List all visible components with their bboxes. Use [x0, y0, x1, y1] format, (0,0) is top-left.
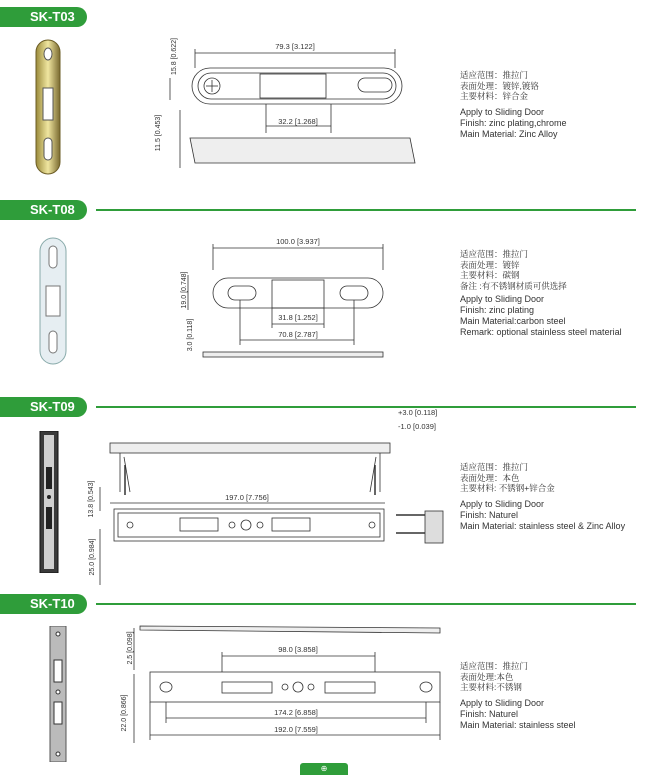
dim-height: 15.8 [0.622] — [171, 38, 178, 75]
dim-holes: 174.2 [6.858] — [274, 708, 318, 717]
dim-width: 197.0 [7.756] — [225, 493, 269, 502]
spec-cn-2: 主要材料: 不锈钢+锌合金 — [460, 483, 555, 493]
spec-en-0: Apply to Sliding Door — [460, 106, 545, 117]
dim-thick: 11.5 [0.453] — [155, 114, 162, 152]
spec-en-0: Apply to Sliding Door — [460, 697, 545, 708]
page-badge: ⊕ — [300, 763, 348, 775]
spec-en-1: Finish: Naturel — [460, 509, 519, 520]
dim-slot: 31.8 [1.252] — [278, 313, 318, 322]
dim-width: 79.3 [3.122] — [275, 42, 315, 51]
spec-cn-0: 适应范围：推拉门 — [460, 249, 529, 259]
product-sk-t09 — [0, 397, 650, 592]
spec-en-0: Apply to Sliding Door — [460, 294, 545, 304]
spec-en-3: Remark: optional stainless steel material — [460, 327, 622, 337]
technical-drawing — [150, 18, 440, 183]
spec-en-1: Finish: zinc plating,chrome — [460, 117, 567, 128]
product-sk-t03 — [0, 0, 650, 200]
spec-en-2: Main Material:carbon steel — [460, 316, 566, 326]
product-photo — [48, 626, 68, 762]
spec-en-2: Main Material: stainless steel — [460, 719, 576, 730]
spec-en-1: Finish: Naturel — [460, 708, 519, 719]
product-photo — [28, 38, 68, 178]
product-sk-t08 — [0, 200, 650, 395]
spec-en-0: Apply to Sliding Door — [460, 498, 545, 509]
dim-plus: +3.0 [0.118] — [398, 408, 438, 417]
product-tag: SK-T09 — [18, 397, 87, 417]
dim-width: 100.0 [3.937] — [276, 237, 320, 246]
product-sk-t10 — [0, 594, 650, 764]
spec-cn-1: 表面处理：本色 — [460, 472, 520, 483]
spec-cn-1: 表面处理：镀锌 — [460, 259, 520, 270]
spec-cn-0: 适应范围：推拉门 — [460, 661, 529, 671]
product-photo — [38, 236, 68, 366]
dim-minus: -1.0 [0.039] — [398, 422, 436, 431]
spec-cn-2: 主要材料：碳钢 — [460, 270, 520, 280]
spec-text — [460, 70, 567, 140]
product-tag: SK-T03 — [18, 7, 87, 27]
technical-drawing — [80, 407, 450, 587]
spec-cn-2: 主要材料:不锈钢 — [460, 682, 522, 692]
dim-height: 19.0 [0.748] — [181, 271, 188, 309]
dim-thick: 2.5 [0.098] — [127, 631, 134, 665]
spec-cn-2: 主要材料：锌合金 — [460, 91, 529, 101]
spec-cn-0: 适应范围：推拉门 — [460, 462, 529, 472]
spec-en-1: Finish: zinc plating — [460, 305, 535, 315]
spec-text — [460, 462, 625, 532]
dim-slot: 98.0 [3.858] — [278, 645, 318, 654]
spec-cn-0: 适应范围：推拉门 — [460, 70, 529, 80]
spec-en-2: Main Material: stainless steel & Zinc Alloy — [460, 520, 626, 531]
technical-drawing — [168, 230, 408, 365]
spec-text — [460, 249, 622, 338]
product-tag: SK-T08 — [18, 200, 87, 220]
section-divider — [96, 603, 636, 605]
technical-drawing — [110, 618, 450, 748]
spec-cn-1: 表面处理：镀锌,镀铬 — [460, 80, 539, 91]
dim-thick: 3.0 [0.118] — [187, 318, 194, 352]
spec-cn-1: 表面处理:本色 — [460, 671, 514, 682]
spec-text — [460, 661, 576, 731]
dim-width: 192.0 [7.559] — [274, 725, 318, 734]
product-tag: SK-T10 — [18, 594, 87, 614]
dim-height: 22.0 [0.866] — [121, 694, 128, 732]
product-photo — [38, 431, 60, 573]
dim-holes: 70.8 [2.787] — [278, 330, 318, 339]
spec-cn-3: 备注 :有不锈钢材质可供选择 — [460, 280, 567, 291]
section-divider — [96, 209, 636, 211]
dim-slot: 32.2 [1.268] — [278, 117, 318, 126]
dim-height: 13.8 [0.543] — [88, 480, 95, 518]
dim-depth: 25.0 [0.984] — [89, 538, 96, 576]
spec-en-2: Main Material: Zinc Alloy — [460, 128, 558, 139]
